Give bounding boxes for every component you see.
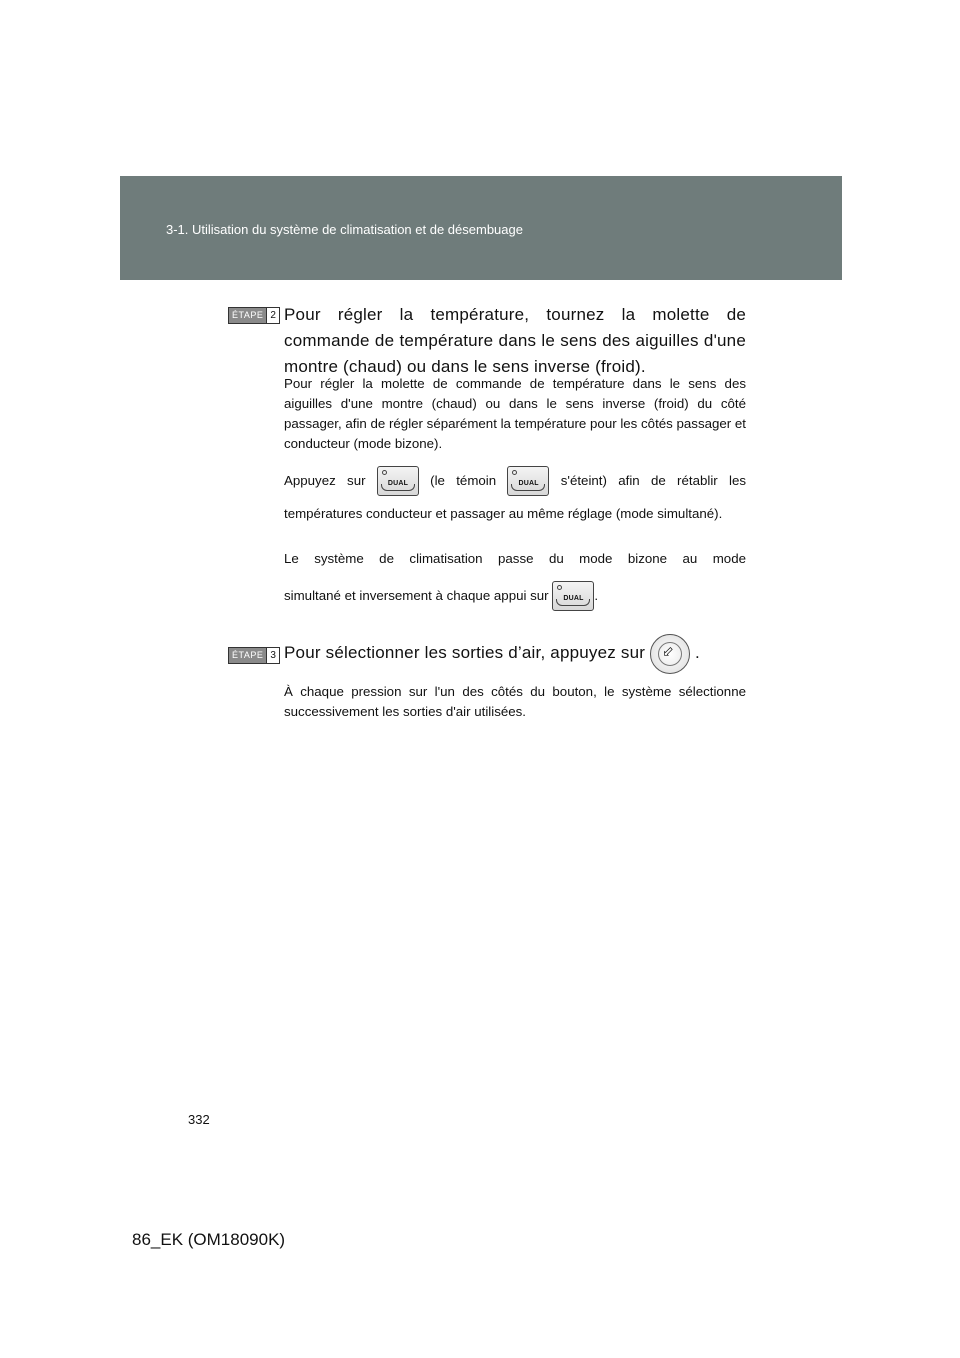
section-header-band	[120, 176, 842, 280]
button-bar-icon	[511, 484, 545, 491]
heading-text: Pour sélectionner les sorties d’air, appuyez sur	[284, 643, 646, 662]
step-paragraph: températures conducteur et passager au même réglage (mode simultané).	[284, 506, 723, 521]
step-badge-label: ÉTAPE	[229, 648, 266, 663]
dual-button-icon	[507, 466, 549, 496]
dual-button-text: DUAL	[563, 595, 584, 603]
dual-button-icon	[377, 466, 419, 496]
page-number: 332	[188, 1112, 210, 1127]
indicator-dot-icon	[557, 585, 562, 590]
button-bar-icon	[381, 484, 415, 491]
paragraph-text: (le témoin	[430, 473, 497, 488]
dual-button-icon	[552, 581, 594, 611]
button-bar-icon	[556, 599, 590, 606]
section-title: 3-1. Utilisation du système de climatisation et de désembuage	[166, 222, 523, 237]
dual-button-text: DUAL	[387, 480, 409, 488]
document-code: 86_EK (OM18090K)	[132, 1230, 286, 1249]
heading-text: .	[695, 643, 700, 662]
step-badge-number: 2	[266, 308, 279, 323]
step-paragraph: Le système de climatisation passe du mode bizone au mode	[284, 551, 746, 566]
step-paragraph: Pour régler la molette de commande de température dans le sens des aiguilles d'une montre (chaud) ou dans le sens inverse (froid) du côté passager, afin de régler séparément la température pour les côtés passager et conducteur (mode bizone).	[284, 376, 746, 451]
step-badge	[228, 647, 280, 664]
air-outlet-mode-button-icon	[650, 634, 690, 674]
paragraph-text: simultané et inversement à chaque appui sur	[284, 588, 549, 603]
step-heading: Pour régler la température, tournez la molette de commande de température dans le sens des aiguilles d'une montre (chaud) ou dans le sens inverse (froid).	[284, 305, 746, 376]
step-paragraph: À chaque pression sur l'un des côtés du bouton, le système sélectionne successivement les sorties d'air utilisées.	[284, 684, 746, 719]
indicator-dot-icon	[512, 470, 517, 475]
indicator-dot-icon	[382, 470, 387, 475]
step-paragraph-dual-line	[284, 581, 746, 611]
step-badge-label: ÉTAPE	[229, 308, 266, 323]
airflow-icon: ⬃	[662, 642, 674, 659]
step-badge-number: 3	[266, 648, 279, 663]
dual-button-text: DUAL	[518, 480, 539, 488]
paragraph-text: s'éteint) afin de rétablir les	[560, 473, 747, 488]
paragraph-text: Appuyez sur	[284, 473, 366, 488]
step-paragraph-dual-line	[284, 466, 746, 496]
step-badge	[228, 307, 280, 324]
paragraph-text: .	[594, 588, 599, 603]
step-heading	[284, 633, 746, 674]
